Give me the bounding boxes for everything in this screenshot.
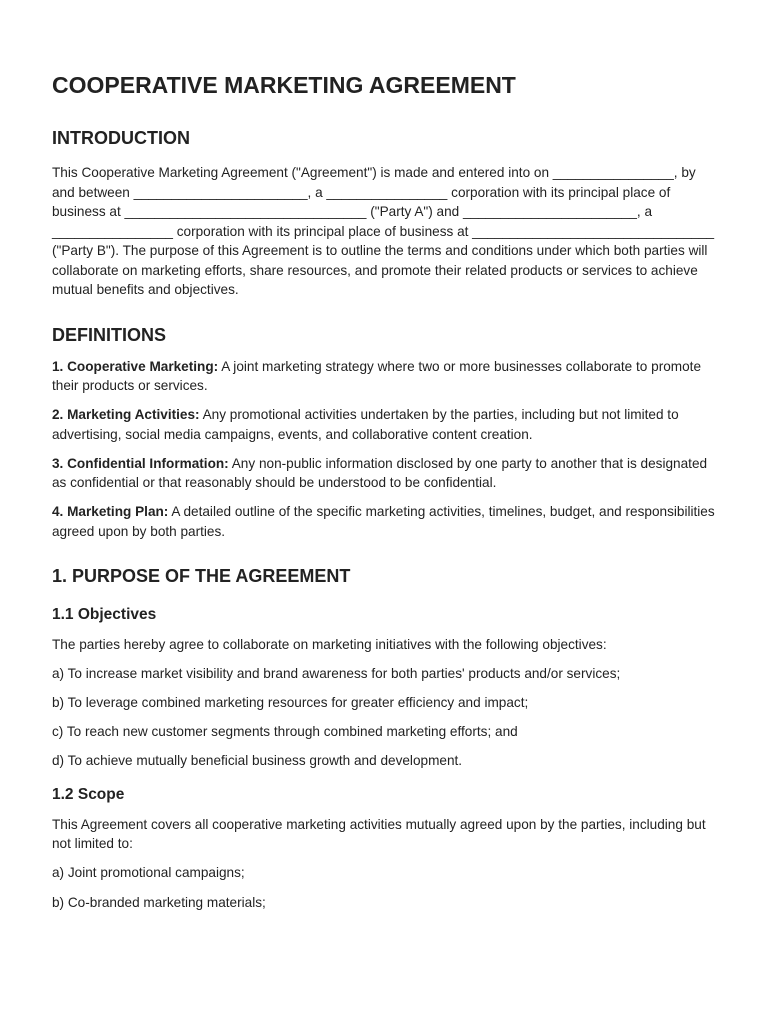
- introduction-heading: INTRODUCTION: [52, 128, 190, 148]
- objective-item: a) To increase market visibility and brand awareness for both parties' products and/or services;: [52, 666, 621, 682]
- document-title: COOPERATIVE MARKETING AGREEMENT: [52, 72, 516, 98]
- introduction-section: [52, 126, 720, 300]
- objective-item: d) To achieve mutually beneficial business growth and development.: [52, 753, 463, 769]
- definition-text: Any promotional activities undertaken by the parties, including but not limited to advertising, social media campaigns, events, and collaborative content creation.: [52, 407, 679, 442]
- scope-intro: This Agreement covers all cooperative marketing activities mutually agreed upon by the parties, including but not limited to:: [52, 816, 706, 852]
- purpose-heading: 1. PURPOSE OF THE AGREEMENT: [52, 566, 351, 586]
- definition-item: [52, 454, 720, 493]
- definition-text: A detailed outline of the specific marketing activities, timelines, budget, and responsibilities agreed upon by both parties.: [52, 504, 715, 539]
- objectives-heading: 1.1 Objectives: [52, 606, 157, 623]
- definition-text: A joint marketing strategy where two or more businesses collaborate to promote their products or services.: [52, 358, 702, 393]
- objective-item: c) To reach new customer segments through combined marketing efforts; and: [52, 724, 518, 740]
- scope-item: b) Co-branded marketing materials;: [52, 894, 266, 910]
- objectives-intro: The parties hereby agree to collaborate on marketing initiatives with the following objectives:: [52, 637, 607, 652]
- scope-item: a) Joint promotional campaigns;: [52, 865, 245, 881]
- definition-term: 2. Marketing Activities:: [52, 407, 200, 422]
- definition-text: Any non-public information disclosed by one party to another that is designated as confidential or that reasonably should be understood to be confidential.: [52, 455, 708, 490]
- definition-item: [52, 405, 720, 444]
- introduction-paragraph: This Cooperative Marketing Agreement ("Agreement") is made and entered into on ________________, by and between _______________________, a ________________ corporation with its principal place of business at ________________________________ ("Party A") and _______________________, a ________________ corporation with its principal place of business at ________________________________ ("Party B"). The purpose of this Agreement is to outline the terms and conditions under which both parties will collaborate on marketing efforts, share resources, and promote their related products or services to achieve mutual benefits and objectives.: [52, 165, 715, 297]
- scope-heading: 1.2 Scope: [52, 785, 125, 803]
- definitions-section: [52, 323, 720, 542]
- definition-item: [52, 357, 720, 396]
- definition-term: 4. Marketing Plan:: [52, 504, 169, 519]
- definition-item: [52, 502, 720, 541]
- definition-term: 3. Confidential Information:: [52, 455, 229, 471]
- document-page: [52, 70, 720, 922]
- definitions-heading: DEFINITIONS: [52, 324, 167, 345]
- objective-item: b) To leverage combined marketing resources for greater efficiency and impact;: [52, 695, 529, 711]
- definition-term: 1. Cooperative Marketing:: [52, 358, 219, 374]
- purpose-section: [52, 564, 720, 912]
